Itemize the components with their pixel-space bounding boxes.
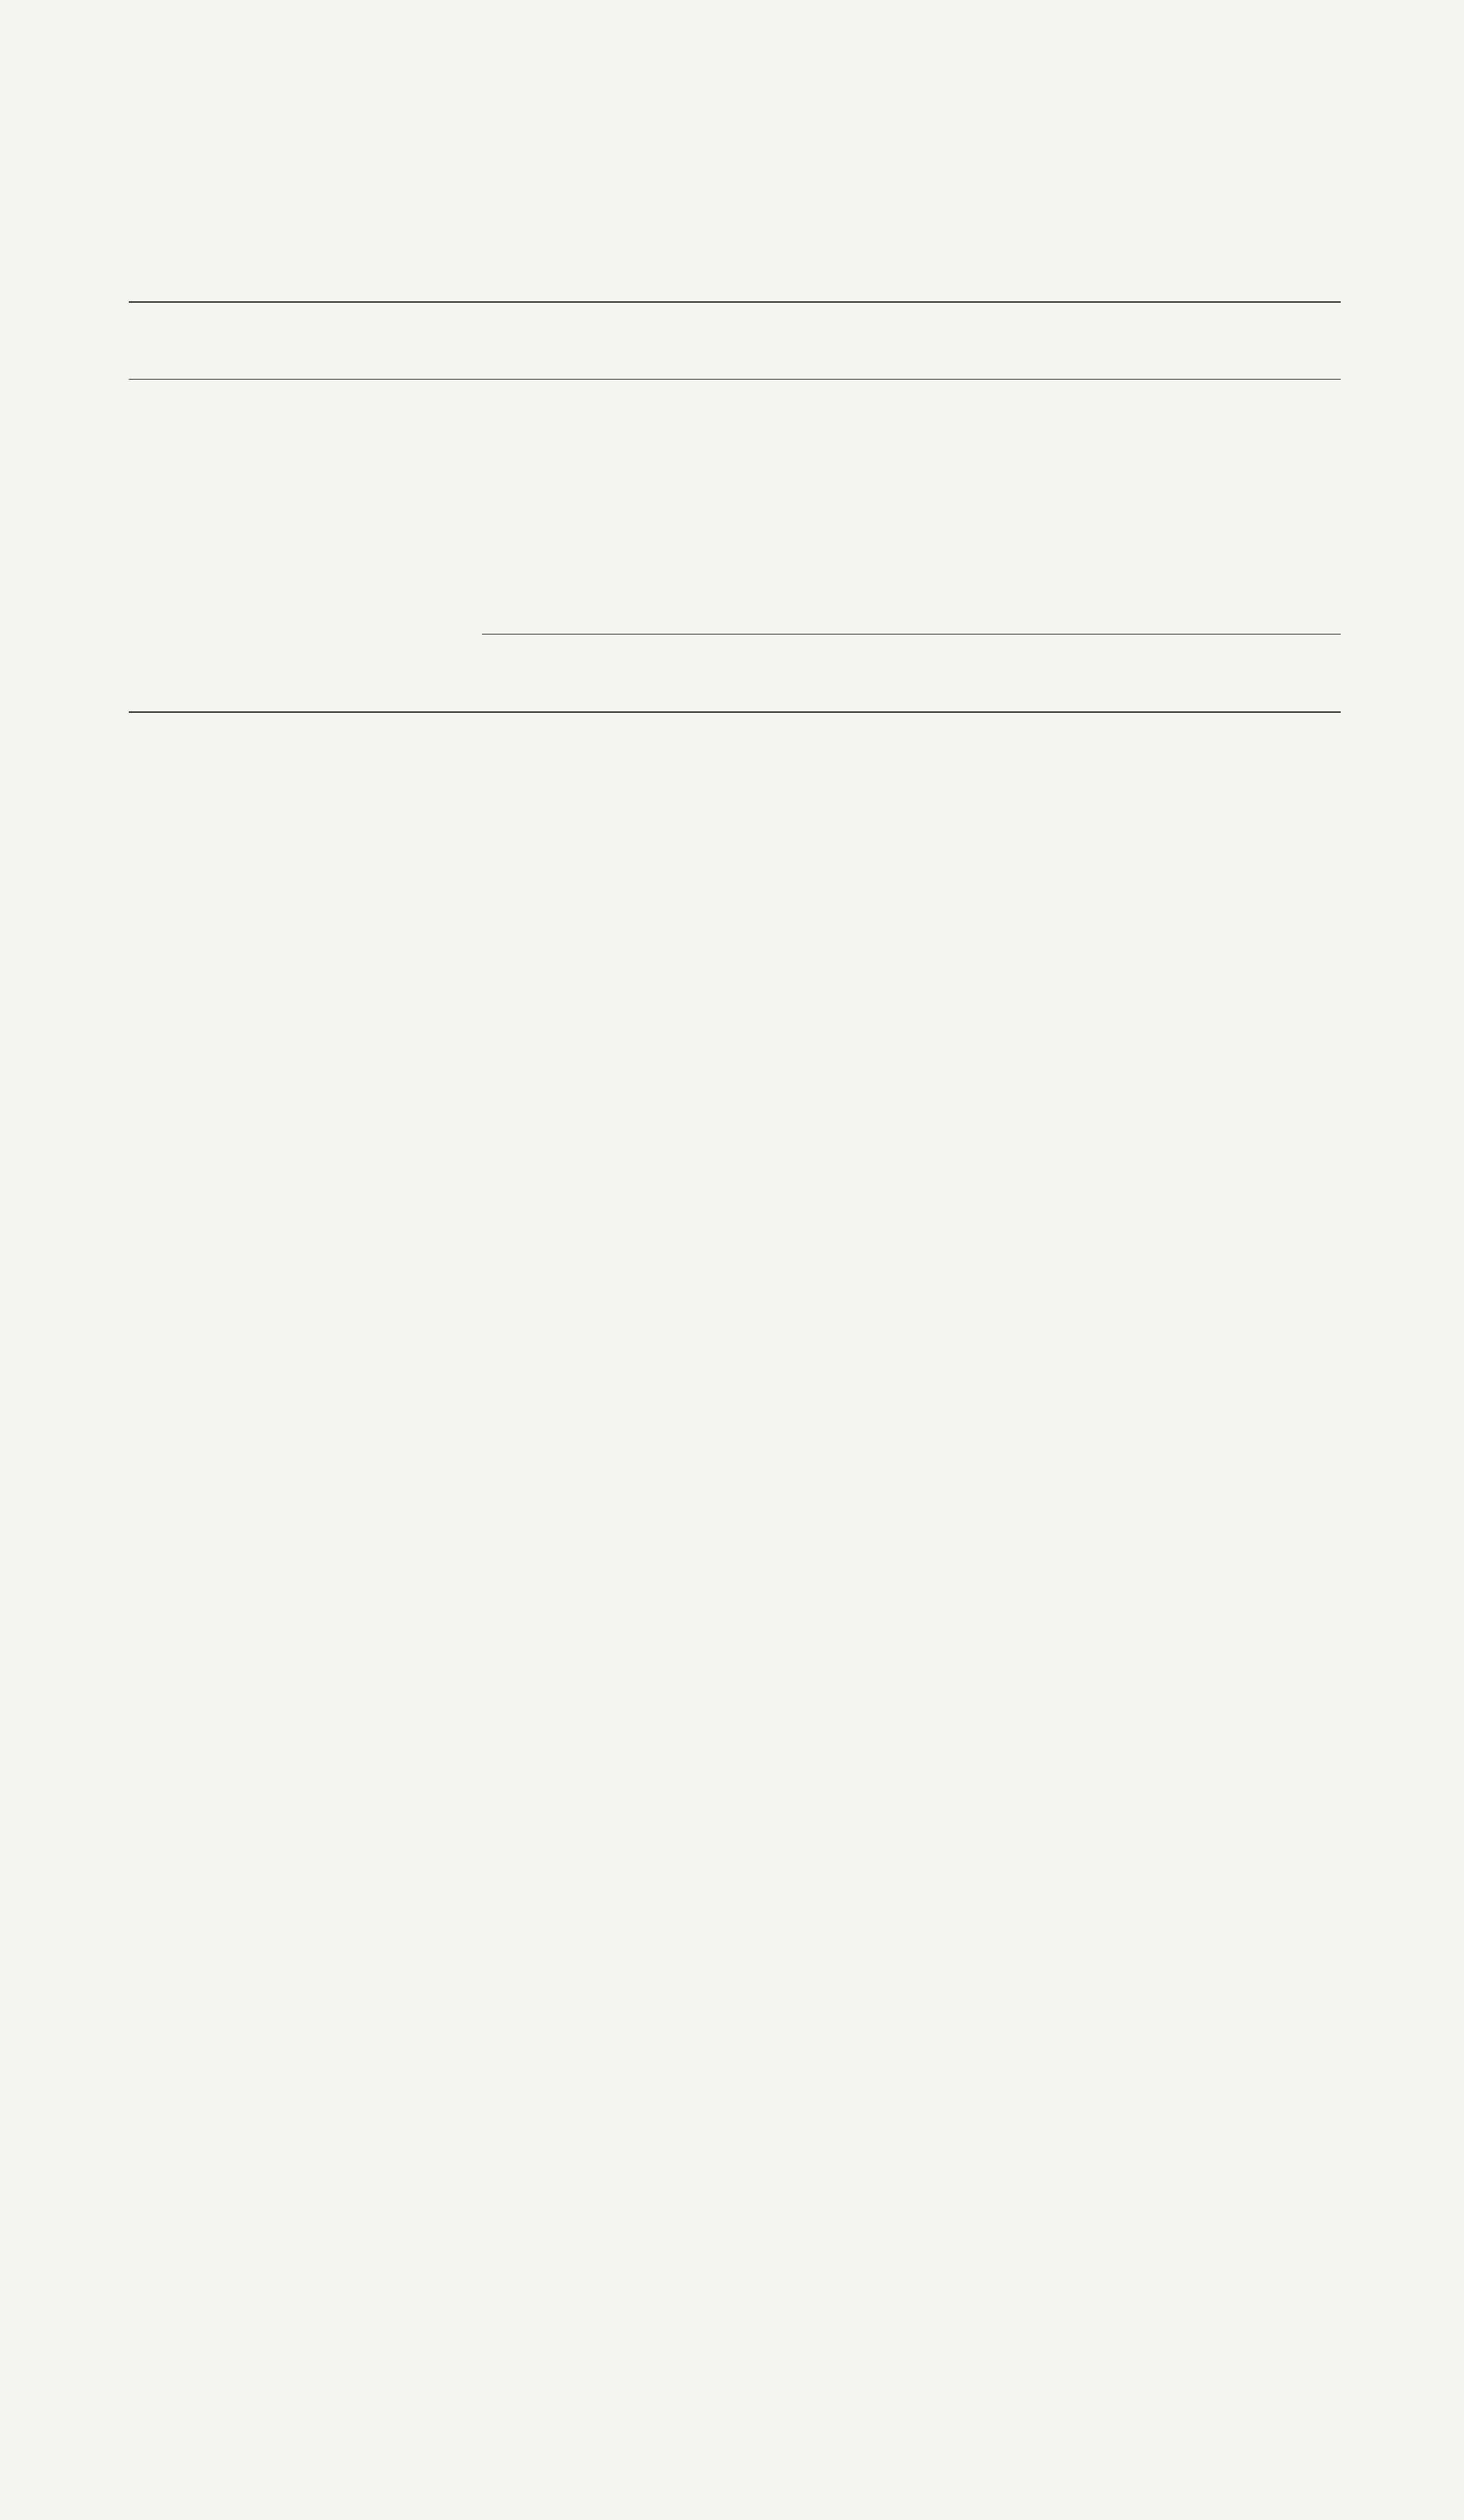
header-rule bbox=[129, 379, 1341, 380]
classification-table bbox=[129, 301, 1341, 714]
table-bottom-rule bbox=[129, 711, 1341, 713]
table-top-rule bbox=[129, 301, 1341, 303]
totals-rule bbox=[482, 634, 1341, 635]
